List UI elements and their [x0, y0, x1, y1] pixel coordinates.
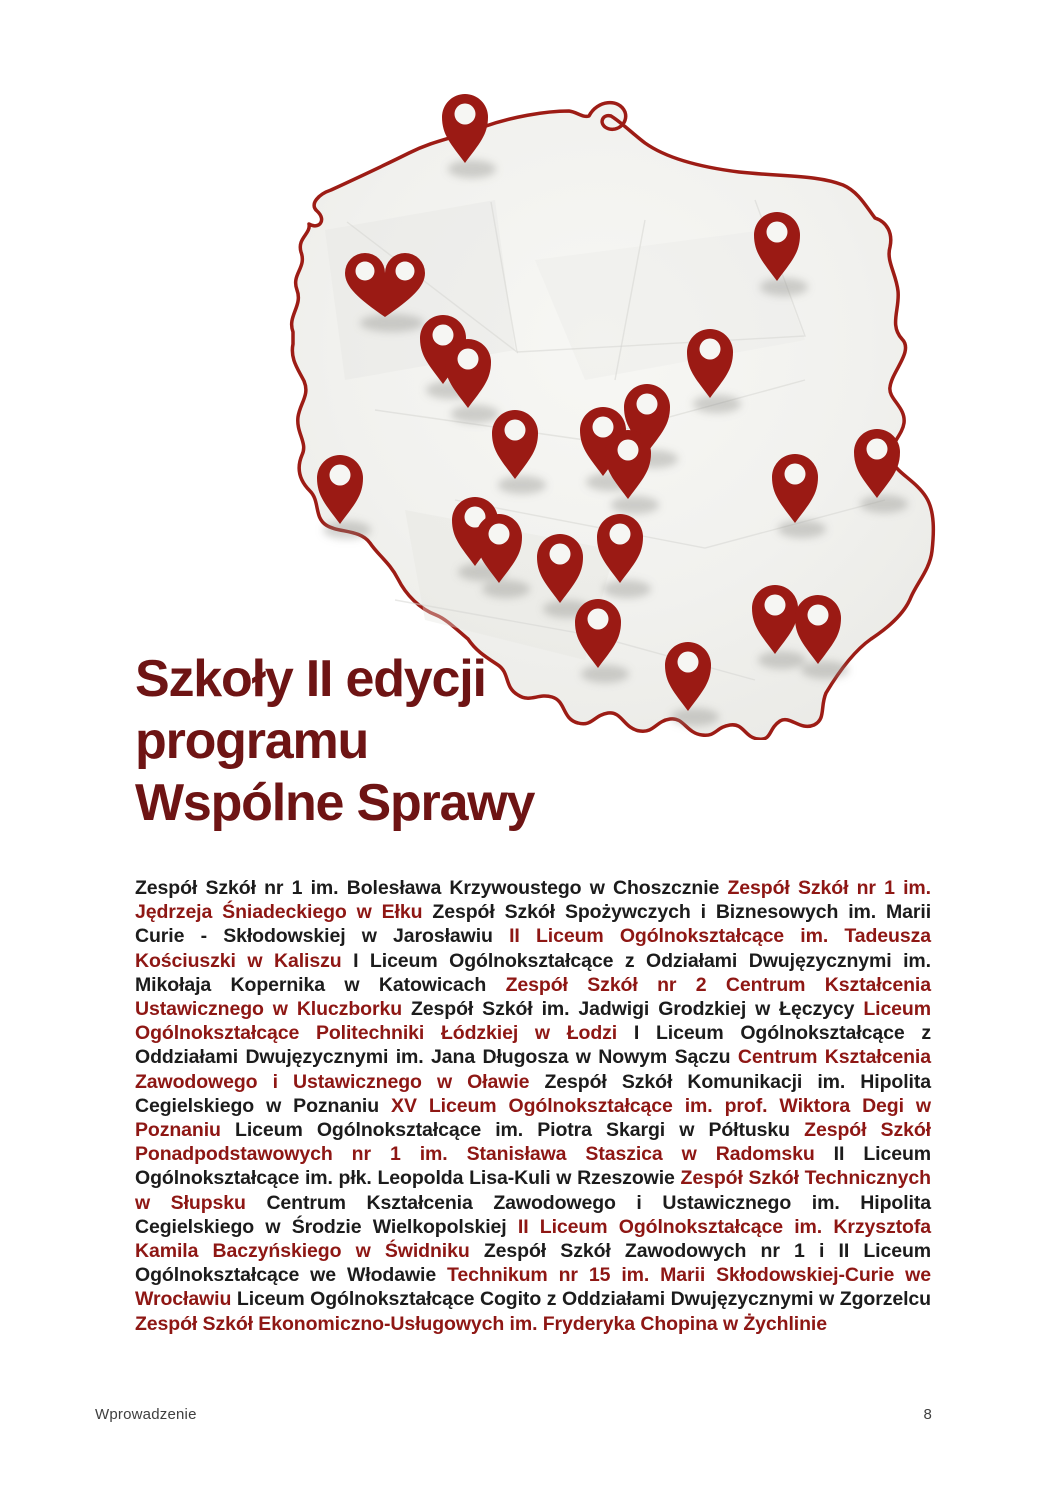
- pin-shadow: [448, 160, 496, 178]
- school-name: Zespół Szkół Ponadpodstawowych nr 1 im. Stanisława Staszica w Radomsku: [135, 1119, 931, 1166]
- pin-shadow: [323, 521, 371, 539]
- school-name: Zespół Szkół im. Jadwigi Grodzkiej w Łęczycy: [410, 998, 855, 1021]
- pin-shadow: [758, 651, 806, 669]
- page-title-line: Wspólne Sprawy: [135, 774, 535, 832]
- pin-shadow: [603, 580, 651, 598]
- school-name: Zespół Szkół nr 2 Centrum Kształcenia Ustawicznego w Kluczborku: [135, 973, 931, 1021]
- school-name: Zespół Szkół nr 1 im. Bolesława Krzywoustego w Choszcznie: [135, 877, 720, 899]
- pin-shadow: [498, 476, 546, 494]
- pin-shadow: [611, 496, 659, 514]
- school-name: I Liceum Ogólnokształcące z Oddziałami Dwujęzycznymi im. Jana Długosza w Nowym Sączu: [135, 1022, 931, 1069]
- school-name: II Liceum Ogólnokształcące im. Krzysztofa Kamila Baczyńskiego w Świdniku: [135, 1215, 931, 1263]
- school-name: Zespół Szkół nr 1 im. Jędrzeja Śniadeckiego w Ełku: [135, 877, 931, 924]
- footer-section-label: Wprowadzenie: [95, 1406, 197, 1423]
- school-name: Zespół Szkół Zawodowych nr 1 i II Liceum Ogólnokształcące we Włodawie: [135, 1240, 931, 1287]
- school-name: Liceum Ogólnokształcące im. Piotra Skargi w Półtusku: [235, 1119, 790, 1142]
- school-name: Centrum Kształcenia Zawodowego i Ustawicznego w Oławie: [135, 1046, 931, 1093]
- school-name: II Liceum Ogólnokształcące im. płk. Leopolda Lisa-Kuli w Rzeszowie: [135, 1143, 931, 1190]
- pin-shadow: [581, 665, 629, 683]
- school-name: Centrum Kształcenia Zawodowego i Ustawicznego im. Hipolita Cegielskiego w Środzie Wielkopolskiej: [135, 1191, 931, 1238]
- page-title: [135, 648, 534, 834]
- pin-shadow: [693, 395, 741, 413]
- school-name: I Liceum Ogólnokształcące z Odziałami Dwujęzycznymi im. Mikołaja Kopernika w Katowicach: [135, 949, 931, 996]
- poland-map: [285, 80, 940, 740]
- pin-shadow: [760, 278, 808, 296]
- pin-shadow: [671, 708, 719, 726]
- pin-shadow: [451, 405, 499, 423]
- page-footer: [95, 1406, 932, 1423]
- pin-shadow: [360, 314, 424, 332]
- pin-shadow: [860, 495, 908, 513]
- pin-shadow: [482, 580, 530, 598]
- school-name: Liceum Ogólnokształcące Politechniki Łódzkiej w Łodzi: [135, 998, 931, 1045]
- school-name: Zespół Szkół Komunikacji im. Hipolita Cegielskiego w Poznaniu: [135, 1070, 931, 1117]
- school-name: Zespół Szkół Ekonomiczno-Usługowych im. Fryderyka Chopina w Żychlinie: [135, 1312, 827, 1335]
- schools-paragraph: [135, 876, 931, 1336]
- pin-shadow: [801, 661, 849, 679]
- footer-page-number: 8: [923, 1406, 932, 1423]
- page-title-line: Szkoły II edycji: [135, 650, 486, 708]
- school-name: Technikum nr 15 im. Marii Skłodowskiej-Curie we Wrocławiu: [135, 1264, 931, 1311]
- page-title-line: programu: [135, 712, 369, 770]
- school-name: Liceum Ogólnokształcące Cogito z Oddziałami Dwujęzycznymi w Zgorzelcu: [236, 1288, 931, 1311]
- school-name: Zespół Szkół Spożywczych i Biznesowych im. Marii Curie - Skłodowskiej w Jarosławiu: [135, 901, 932, 948]
- school-name: Zespół Szkół Technicznych w Słupsku: [135, 1167, 931, 1214]
- pin-shadow: [778, 520, 826, 538]
- school-name: II Liceum Ogólnokształcące im. Tadeusza Kościuszki w Kaliszu: [135, 925, 931, 972]
- school-name: XV Liceum Ogólnokształcące im. prof. Wiktora Degi w Poznaniu: [135, 1094, 931, 1142]
